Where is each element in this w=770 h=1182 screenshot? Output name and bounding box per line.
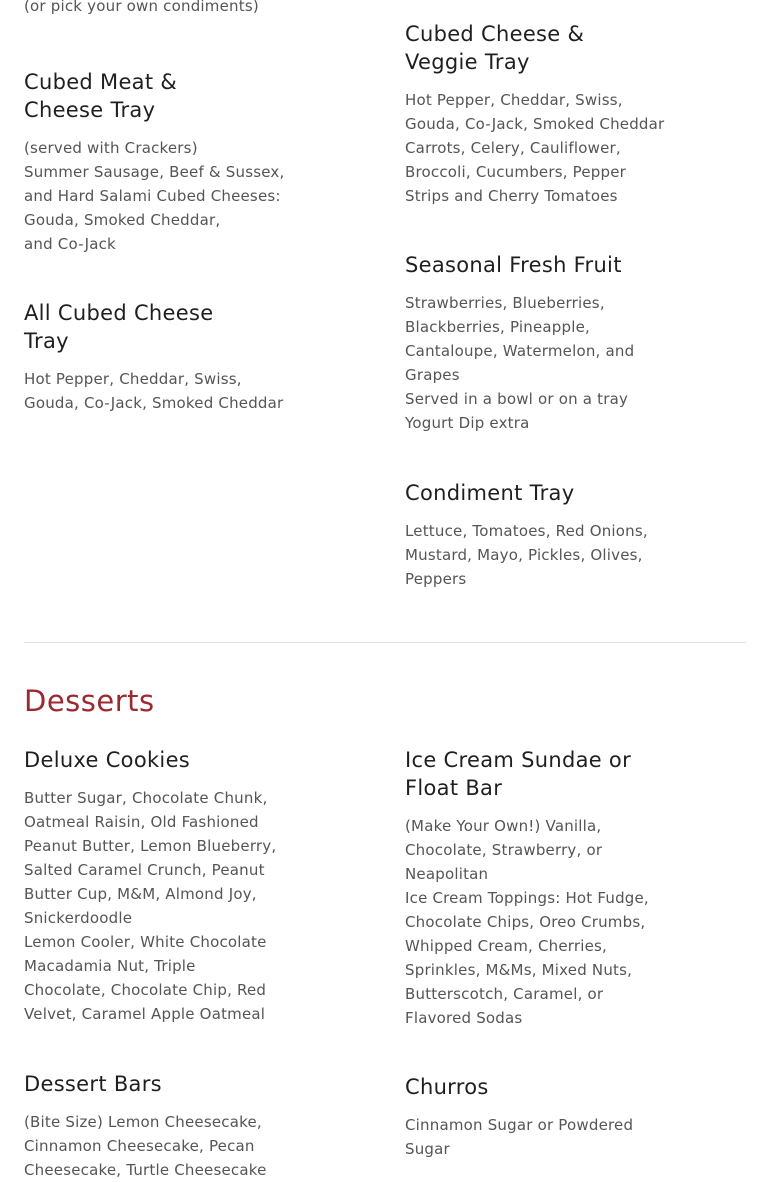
menu-item-description: Strawberries, Blueberries, Blackberries, Pineapple, Cantaloupe, Watermelon, and Grapes	[405, 294, 635, 384]
menu-item-all-cubed-cheese-tray	[24, 299, 324, 415]
section-title-desserts: Desserts	[24, 684, 155, 718]
menu-item-description: (Bite Size) Lemon Cheesecake, Cinnamon Cheesecake, Pecan Cheesecake, Turtle Cheesecake	[24, 1113, 267, 1179]
menu-item-description: Lemon Cooler, White Chocolate Macadamia Nut, Triple Chocolate, Chocolate Chip, Red Velvet, Caramel Apple Oatmeal	[24, 933, 267, 1023]
menu-item-description: Carrots, Celery, Cauliflower, Broccoli, Cucumbers, Pepper Strips and Cherry Tomatoes	[405, 139, 627, 205]
menu-item-description: Served in a bowl or on a tray Yogurt Dip extra	[405, 390, 629, 432]
menu-item-title: Deluxe Cookies	[24, 748, 191, 772]
menu-item-title: Dessert Bars	[24, 1072, 162, 1096]
menu-item-description: Ice Cream Toppings: Hot Fudge, Chocolate Chips, Oreo Crumbs, Whipped Cream, Cherries, Sprinkles, M&Ms, Mixed Nuts, Butterscotch, Caramel, or Flavored Sodas	[405, 889, 649, 1027]
menu-item-description: Butter Sugar, Chocolate Chunk, Oatmeal Raisin, Old Fashioned Peanut Butter, Lemon Blueberry, Salted Caramel Crunch, Peanut Butter Cup, M&M, Almond Joy, Snickerdoodle	[24, 789, 277, 927]
intro-note: (or pick your own condiments)	[24, 0, 259, 15]
menu-item-description: Hot Pepper, Cheddar, Swiss, Gouda, Co-Jack, Smoked Cheddar	[24, 370, 284, 412]
menu-item-cubed-cheese-veggie-tray	[405, 20, 725, 208]
menu-item-description: Cinnamon Sugar or Powdered Sugar	[405, 1116, 634, 1158]
menu-item-cubed-meat-cheese-tray	[24, 68, 324, 256]
menu-item-condiment-tray	[405, 479, 725, 591]
section-divider	[24, 642, 746, 643]
menu-item-description: Lettuce, Tomatoes, Red Onions, Mustard, Mayo, Pickles, Olives, Peppers	[405, 522, 648, 588]
menu-item-ice-cream-sundae-float-bar	[405, 746, 725, 1030]
menu-item-title: Cubed Meat & Cheese Tray	[24, 70, 178, 122]
menu-item-title: Seasonal Fresh Fruit	[405, 253, 622, 277]
menu-item-description: Summer Sausage, Beef & Sussex, and Hard Salami Cubed Cheeses: Gouda, Smoked Cheddar, and Co-Jack	[24, 163, 285, 253]
menu-item-title: Cubed Cheese & Veggie Tray	[405, 22, 585, 74]
menu-item-title: Churros	[405, 1075, 489, 1099]
menu-item-title: Ice Cream Sundae or Float Bar	[405, 748, 632, 800]
menu-item-description: (served with Crackers)	[24, 139, 198, 157]
menu-item-deluxe-cookies	[24, 746, 324, 1026]
menu-item-churros	[405, 1073, 725, 1161]
menu-item-title: Condiment Tray	[405, 481, 575, 505]
menu-item-description: Hot Pepper, Cheddar, Swiss, Gouda, Co-Jack, Smoked Cheddar	[405, 91, 665, 133]
menu-item-seasonal-fresh-fruit	[405, 251, 725, 435]
menu-item-dessert-bars	[24, 1070, 324, 1182]
menu-item-title: All Cubed Cheese Tray	[24, 301, 214, 353]
menu-item-description: (Make Your Own!) Vanilla, Chocolate, Strawberry, or Neapolitan	[405, 817, 603, 883]
